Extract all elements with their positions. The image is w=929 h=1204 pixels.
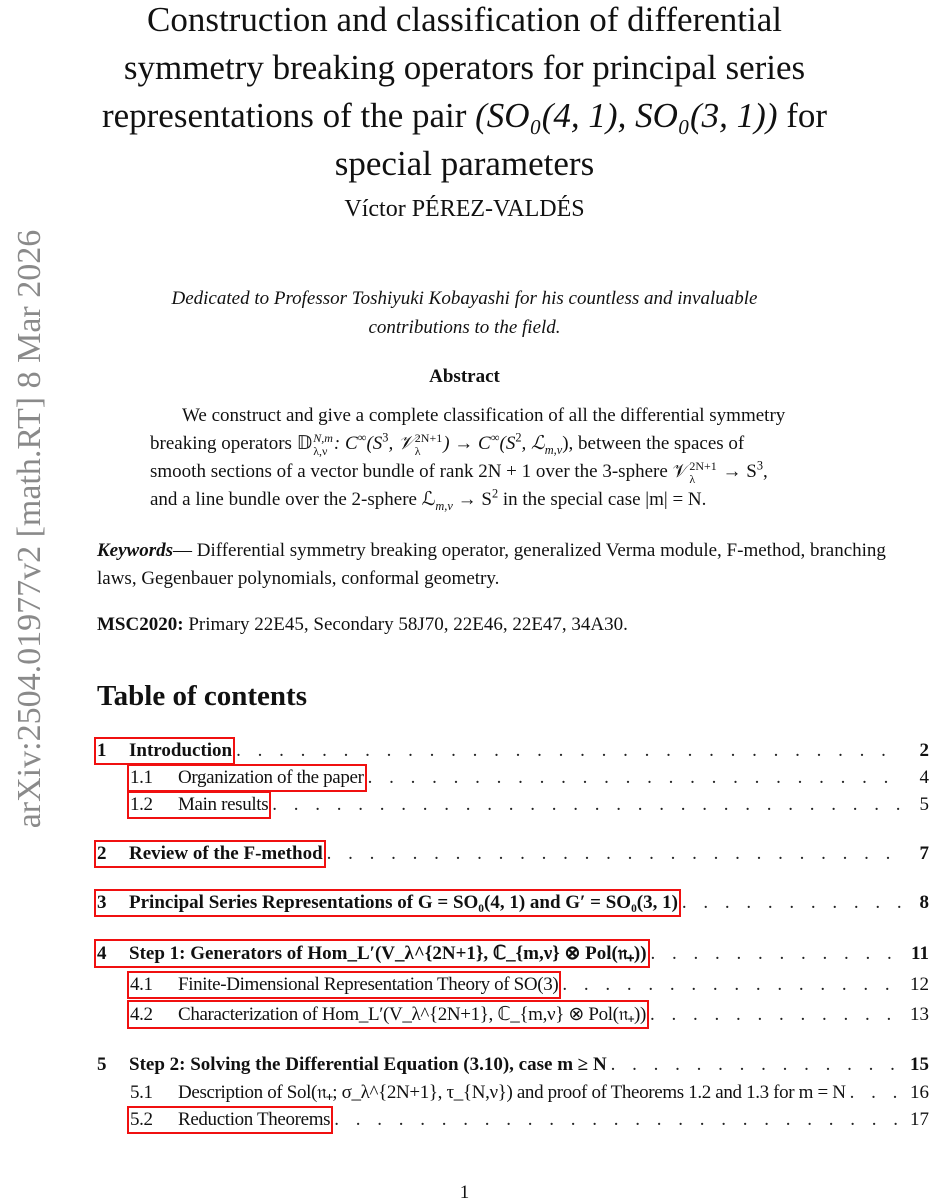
title-line: symmetry breaking operators for principal series — [123, 48, 806, 87]
title-text: representations of the pair — [101, 96, 476, 135]
toc-link[interactable] — [130, 1003, 646, 1026]
toc-number: 3 — [97, 892, 107, 913]
author: Víctor PÉREZ-VALDÉS — [344, 196, 585, 222]
toc-entry[interactable] — [130, 767, 929, 789]
toc-page[interactable]: 5 — [919, 794, 929, 815]
t: (S — [366, 433, 383, 454]
dot-leader — [368, 767, 903, 789]
toc-page[interactable]: 8 — [919, 892, 929, 913]
toc-title: Introduction — [129, 740, 233, 761]
abstract-line: breaking operators 𝔻 N,m λ,ν : $C^\infty(S^3$, 𝒱 2N+1 λ ) → $C^\infty(S^2$, ℒ$_{m,\nu}$), between the spaces of — [150, 430, 745, 458]
t: : C — [333, 433, 358, 454]
abstract-line: and a line bundle over the 2-sphere ℒ$_{m,\nu}$ → $S^2$ in the special case |m| = N. — [150, 486, 707, 513]
toc-page[interactable]: 16 — [910, 1082, 929, 1103]
dot-leader — [650, 1004, 903, 1026]
abstract-body — [150, 402, 877, 514]
toc-title: Review of the F-method — [129, 843, 323, 864]
toc-link[interactable] — [97, 892, 678, 914]
toc-link[interactable] — [130, 974, 558, 996]
t: ), between the spaces of — [562, 433, 745, 454]
toc-title: Organization of the paper — [178, 767, 364, 788]
dedication-line: Dedicated to Professor Toshiyuki Kobayashi for his countless and invaluable — [171, 288, 758, 309]
toc-number: 4 — [97, 943, 107, 964]
toc-page[interactable]: 11 — [911, 943, 929, 964]
abstract-line: smooth sections of a vector bundle of rank 2N + 1 over the 3-sphere 𝒱 2N+1 λ → $S^3$, — [150, 458, 768, 486]
toc-page[interactable]: 2 — [919, 740, 929, 761]
title-line: Construction and classification of differential — [146, 0, 782, 39]
dot-leader — [611, 1054, 903, 1076]
abstract-line: We construct and give a complete classification of all the differential symmetry — [182, 405, 786, 426]
dedication-line: contributions to the field. — [368, 317, 561, 338]
operator-scripts: N,m λ,ν — [313, 430, 333, 458]
toc-number: 1 — [97, 740, 107, 761]
title-line: special parameters — [334, 144, 595, 183]
keywords-text: — Differential symmetry breaking operator, generalized Verma module, F-method, branching laws, Gegenbauer polynomials, conformal geometry. — [97, 540, 886, 589]
paper-title — [0, 0, 929, 188]
toc-title: Step 1: Generators of Hom_L′(V_λ^{2N+1}, ℂ_{m,ν} ⊗ Pol(𝔫₊)) — [129, 943, 647, 964]
t: and a line bundle over the 2-sphere ℒ — [150, 489, 436, 510]
page-number: 1 — [459, 1182, 470, 1203]
toc-title: Characterization of Hom_L′(V_λ^{2N+1}, ℂ_{m,ν} ⊗ Pol(𝔫₊)) — [178, 1004, 646, 1025]
t: , — [763, 461, 768, 482]
t: in the special case |m| = N. — [498, 489, 707, 510]
toc-number: 4.2 — [130, 1004, 153, 1025]
toc-title: Description of Sol(𝔫₊; σ_λ^{2N+1}, τ_{N,ν}) and proof of Theorems 1.2 and 1.3 for m = N — [178, 1082, 846, 1103]
toc-link[interactable] — [130, 794, 268, 816]
dot-leader — [651, 943, 903, 965]
toc-entry[interactable] — [97, 843, 929, 865]
toc-number: 2 — [97, 843, 107, 864]
t: smooth sections of a vector bundle of rank 2N + 1 over the 3-sphere 𝒱 — [150, 461, 689, 482]
title-text: for — [777, 96, 828, 135]
toc-title: Main results — [178, 794, 269, 815]
toc-link[interactable] — [130, 1082, 846, 1104]
toc-page[interactable]: 4 — [919, 767, 929, 788]
t: breaking operators — [150, 433, 297, 454]
bundle-scripts: 2N+1 λ — [414, 430, 443, 458]
t: (S — [499, 433, 516, 454]
toc-link[interactable] — [97, 843, 323, 865]
keywords — [97, 537, 929, 593]
dot-leader — [682, 892, 903, 914]
t: , 𝒱 — [388, 433, 414, 454]
abstract-heading: Abstract — [429, 366, 500, 387]
toc-entry[interactable] — [130, 1003, 929, 1026]
toc-page[interactable]: 17 — [910, 1109, 929, 1130]
toc-entry[interactable] — [130, 974, 929, 996]
arxiv-identifier: arXiv:2504.01977v2 [math.RT] 8 Mar 2026 — [11, 229, 48, 829]
msc-label: MSC2020: — [97, 614, 184, 635]
toc-entry[interactable] — [130, 794, 929, 816]
toc-title: Reduction Theorems — [178, 1109, 331, 1130]
toc-title: Finite-Dimensional Representation Theory of SO(3) — [178, 974, 559, 995]
toc-link[interactable] — [97, 1054, 607, 1076]
bundle-scripts: 2N+1 λ — [689, 458, 717, 486]
toc-entry[interactable] — [130, 1082, 929, 1104]
dot-leader — [327, 843, 903, 865]
t: → S — [452, 489, 492, 510]
toc-number: 4.1 — [130, 974, 153, 995]
dot-leader — [334, 1109, 903, 1131]
keywords-label: Keywords — [97, 540, 173, 561]
toc-number: 1.1 — [130, 767, 153, 788]
dot-leader — [562, 974, 903, 996]
title-line — [0, 92, 929, 140]
toc-heading: Table of contents — [97, 680, 307, 712]
t: , ℒ — [521, 433, 545, 454]
toc-entry[interactable] — [130, 1109, 929, 1131]
toc-entry[interactable] — [97, 942, 929, 965]
msc-text: Primary 22E45, Secondary 58J70, 22E46, 22E47, 34A30. — [183, 614, 628, 635]
title-math: (SO₀(4, 1), SO₀(3, 1)) — [475, 96, 778, 135]
dot-leader — [850, 1082, 903, 1104]
msc-classification — [97, 611, 929, 639]
t: → S — [717, 461, 757, 482]
toc-number: 5.2 — [130, 1109, 153, 1130]
toc-entry[interactable] — [97, 1054, 929, 1076]
toc-link[interactable] — [97, 942, 647, 965]
toc-entry[interactable] — [97, 740, 929, 762]
toc-number: 1.2 — [130, 794, 153, 815]
toc-link[interactable] — [97, 740, 232, 762]
toc-title: Principal Series Representations of G = SO₀(4, 1) and G′ = SO₀(3, 1) — [129, 892, 678, 913]
t: ) → C — [443, 433, 491, 454]
dot-leader — [272, 794, 903, 816]
toc-number: 5 — [97, 1054, 107, 1075]
dot-leader — [236, 740, 903, 762]
operator-symbol: 𝔻 — [296, 433, 313, 454]
toc-page[interactable]: 12 — [910, 974, 929, 995]
toc-page[interactable]: 7 — [919, 843, 929, 864]
toc-link[interactable] — [130, 1109, 330, 1131]
toc-page[interactable]: 13 — [910, 1004, 929, 1025]
dedication — [0, 284, 929, 342]
toc-entry[interactable] — [97, 892, 929, 914]
toc-link[interactable] — [130, 767, 364, 789]
toc-number: 5.1 — [130, 1082, 153, 1103]
toc-title: Step 2: Solving the Differential Equation (3.10), case m ≥ N — [129, 1054, 607, 1075]
toc-page[interactable]: 15 — [910, 1054, 929, 1075]
